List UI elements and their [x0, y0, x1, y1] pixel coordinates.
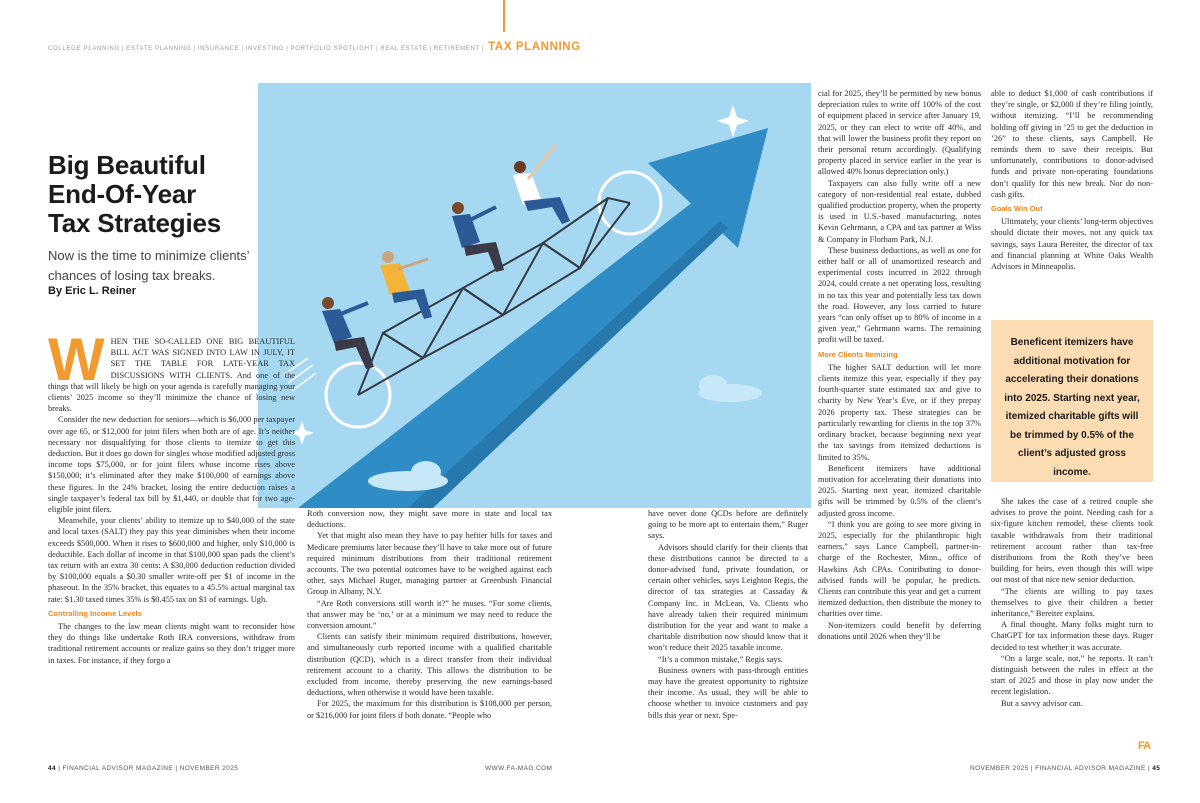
- body-paragraph: able to deduct $1,000 of cash contributions if they’re single, or $2,000 if they’re filing jointly, without itemizing. “I’ll be recommending holding off giving in ’25 to get the deduction in ’26” to these clients, says Campbell. He reminds them to save their receipts. But unfortunately, contributions to donor-advised funds and private non-operating foundations don’t qualify for this new break. Nor do non-cash gifts.: [991, 89, 1153, 199]
- footer-left: [48, 765, 238, 772]
- section-subhead: Controlling Income Levels: [48, 608, 142, 618]
- nav-separator: |: [376, 46, 379, 52]
- page-number-left: 44: [48, 765, 57, 772]
- footer-right-text: NOVEMBER 2025 | FINANCIAL ADVISOR MAGAZINE |: [970, 765, 1151, 772]
- body-paragraph: “On a large scale, not,” he reports. It can’t distinguish between the rules in effect at the start of 2025 and those in play now under the recent legislation.: [991, 653, 1153, 697]
- tandem-bike-illustration: [258, 83, 811, 508]
- body-paragraph: Consider the new deduction for seniors—which is $6,000 per taxpayer over age 65, or $12,000 for joint filers when both are of age. It’s neither necessary nor disqualifying for those clients to itemize to get this deduction. But it does go down for singles whose modified adjusted gross income tops $75,000, or for joint filers whose income rises above $150,000; it’s eliminated after they make $100,000 of earnings above these figures. In the 24% bracket, losing the entire deduction raises a single taxpayer’s federal tax bill by $1,440, or double that for two age-eligible joint filers.: [48, 415, 295, 515]
- nav-separator: |: [193, 46, 196, 52]
- body-column-5-top: [991, 88, 1153, 313]
- article-dek: Now is the time to minimize clients’ chances of losing tax breaks.: [48, 248, 250, 283]
- rider-3: [452, 202, 504, 272]
- body-column-2: [307, 508, 552, 748]
- body-paragraph: “I think you are going to see more giving in 2025, especially for the philanthropic high earners,” says Lance Campbell, partner-in-charge of the Rochester, Minn., office of Hawkins Ash CPAs. Contributing to donor-advised funds will be popular, he predicts. Clients can contribute this year and get a current itemized deduction, then distribute the money to charities over time.: [818, 519, 981, 619]
- body-paragraph: cial for 2025, they’ll be permitted by new bonus depreciation rules to write off 100% of the cost of equipment placed in service after January 19, 2025, or they can elect to write off 40%, and that will lower the business profit they report on their personal return accordingly. (Qualifying property placed in service earlier in the year is allowed 40% bonus depreciation only.): [818, 89, 981, 177]
- body-paragraph: Beneficent itemizers have additional motivation for accelerating their donations into 2025. Starting next year, itemized charitable gifts will be trimmed by 0.5% of the client’s adjusted gross income.: [818, 463, 981, 518]
- body-paragraph: Clients can satisfy their minimum required distributions, however, and simultaneously curb reported income with a qualified charitable distribution (QCD), which is a direct transfer from their individual retirement account to a charity. This allows the distribution to be excluded from income, thereby preserving the new earnings-based deductions, when otherwise it would have been taxable.: [307, 632, 552, 698]
- pull-quote: Beneficent itemizers have additional motivation for accelerating their donations into 2025. Starting next year, itemized charitable gifts will be trimmed by 0.5% of the client’s adjusted gross income.: [991, 320, 1153, 482]
- body-paragraph: The higher SALT deduction will let more clients itemize this year, especially if they pay fourth-quarter state estimated tax and give to charity by New Year’s Eve, or if they prepay 2026 property tax. These strategies can be particularly rewarding for clients in the top 37% ordinary bracket, because beginning next year the tax savings from itemized deductions is limited to 35%.: [818, 362, 981, 462]
- body-column-4: [818, 88, 981, 748]
- body-column-5-bottom: [991, 496, 1153, 751]
- lead-paragraph: [48, 336, 295, 414]
- body-paragraph: Meanwhile, your clients’ ability to itemize up to $40,000 of the state and local taxes (SALT) they pay this year diminishes when their income exceeds $500,000. When it rises to $600,000 and higher, only $10,000 is deductible. Each dollar of income in that $100,000 span pads the client’s tax return with an extra 30 cents: A $30,000 deduction reduction divided by $100,000 equals a $0.30 smaller write-off per $1 of income in the phaseout. In the 35% bracket, this equates to a 45.5% actual marginal tax rate: $1.30 taxed times 35% is $0.455 tax on $1 of earnings. Ugh.: [48, 516, 295, 604]
- section-nav: [48, 41, 1158, 53]
- lead-rest: And one of the things that will likely be high on your agenda is carefully managing your clients’ 2025 income so they’ll minimize the chance of losing new breaks.: [48, 370, 295, 414]
- body-paragraph: Advisors should clarify for their clients that these distributions cannot be directed to a donor-advised fund, private foundation, or certain other vehicles, says Leighton Regis, the director of tax strategies at Cassaday & Company Inc. in McLean, Va. Clients who have already taken their required minimum distribution for the year and want to make a charitable distribution now should know that it won’t reduce their 2025 taxable income.: [648, 542, 808, 653]
- rider-2: [380, 251, 432, 319]
- nav-separator: |: [121, 46, 125, 52]
- body-paragraph: Roth conversion now, they might save more in state and local tax deductions.: [307, 509, 552, 530]
- nav-item-portfolio-spotlight[interactable]: PORTFOLIO SPOTLIGHT: [290, 46, 375, 52]
- body-paragraph: For 2025, the maximum for this distribution is $108,000 per person, or $216,000 for joint filers if both donate. “People who: [307, 699, 552, 720]
- body-paragraph: Ultimately, your clients’ long-term objectives should dictate their moves, not any quick tax savings, says Laura Bereiter, the director of tax and financial planning at White Oaks Wealth Advisors in Minneapolis.: [991, 217, 1153, 272]
- body-paragraph: These business deductions, as well as one for either half or all of unamortized research and experimental costs incurred in 2022 through 2024, could create a net operating loss, resulting in no tax this year and potentially less tax down the road. However, any loss carried to future years “can only offset up to 80% of income in a given year,” Gehrmann warns. The remaining profit will be taxed.: [818, 245, 981, 345]
- nav-item-investing[interactable]: INVESTING: [245, 46, 285, 52]
- body-paragraph: But a savvy advisor can.: [1001, 698, 1083, 708]
- nav-item-real-estate[interactable]: REAL ESTATE: [380, 46, 428, 52]
- footer-right: [970, 765, 1160, 772]
- body-paragraph: “The clients are willing to pay taxes themselves to give their children a better inheritance,” Bereiter explains.: [991, 586, 1153, 619]
- nav-separator: |: [481, 46, 485, 52]
- body-column-3: [648, 508, 808, 748]
- body-paragraph: Taxpayers can also fully write off a new category of non-residential real estate, dubbed qualified production property, when the property is used in U.S.-based manufacturing, notes Kevin Gehrmann, a CPA and tax partner at Wiss & Company in Florham Park, N.J.: [818, 178, 981, 244]
- page-number-right: 45: [1152, 765, 1161, 772]
- body-paragraph: The changes to the law mean clients might want to reconsider how they do things like undertake Roth IRA conversions, withdraw from traditional retirement accounts or realize gains so they don’t trigger more in taxes. For instance, if they forgo a: [48, 622, 295, 665]
- cloud-shape: [699, 375, 727, 395]
- footer-url[interactable]: WWW.FA-MAG.COM: [485, 765, 553, 772]
- body-paragraph: She takes the case of a retired couple she advises to prove the point. Needing cash for a six-figure kitchen remodel, these clients took taxable withdrawals from their traditional retirement account rather than tax-free distributions from the Roth they’ve been building for heirs, even though this will wipe out most of that nice new senior deduction.: [991, 497, 1153, 585]
- section-subhead: More Clients Itemizing: [818, 349, 898, 359]
- footer-separator: |: [58, 765, 63, 772]
- nav-item-college-planning[interactable]: COLLEGE PLANNING: [48, 46, 120, 52]
- body-paragraph: Non-itemizers could benefit by deferring donations until 2026 when they’ll be: [818, 620, 981, 641]
- body-column-1: [48, 336, 295, 748]
- nav-separator: |: [286, 46, 289, 52]
- nav-separator: |: [429, 46, 432, 52]
- cloud-shape: [411, 461, 441, 483]
- body-paragraph: have never done QCDs before are definitely going to be more apt to entertain them,” Ruger says.: [648, 509, 808, 541]
- body-paragraph: “Are Roth conversions still worth it?” he muses. “For some clients, that answer may be ‘no,’ or at a minimum we may need to reduce the conversion amount.”: [307, 598, 552, 631]
- hero-illustration: [258, 83, 811, 508]
- nav-item-insurance[interactable]: INSURANCE: [197, 46, 240, 52]
- body-paragraph: Business owners with pass-through entities may have the greatest opportunity to rightsize their income. As usual, they will be able to choose whether to invoice customers and pay bills this year or next. Spe-: [648, 665, 808, 720]
- body-paragraph: Yet that might also mean they have to pay heftier bills for taxes and Medicare premiums later because they’ll have to take more out of future required minimum distributions from their traditional retirement accounts. The two potential outcomes have to be weighed against each other, says Michael Ruger, managing partner at Greenbush Financial Group in Albany, N.Y.: [307, 531, 552, 597]
- nav-separator: |: [241, 46, 244, 52]
- sparkle-icon: [717, 105, 749, 137]
- arrow-highlight: [408, 221, 728, 508]
- nav-item-estate-planning[interactable]: ESTATE PLANNING: [126, 46, 192, 52]
- lead-caps: HEN THE SO-CALLED ONE BIG BEAUTIFUL BILL ACT WAS SIGNED INTO LAW IN JULY, IT SET THE TABLE FOR LATE-YEAR TAX DISCUSSIONS WITH CLIENTS.: [110, 337, 295, 380]
- rider-4: [513, 145, 570, 224]
- article-byline: By Eric L. Reiner: [48, 285, 137, 297]
- rider-1: [322, 297, 374, 369]
- footer-left-text: FINANCIAL ADVISOR MAGAZINE | NOVEMBER 2025: [62, 765, 239, 772]
- top-accent-line: [503, 0, 505, 32]
- article-title: Big Beautiful End-Of-Year Tax Strategies: [48, 150, 222, 238]
- nav-item-retirement[interactable]: RETIREMENT: [433, 46, 480, 52]
- drop-cap: W: [48, 336, 105, 393]
- nav-item-tax-planning[interactable]: TAX PLANNING: [488, 41, 581, 53]
- section-subhead: Goals Win Out: [991, 204, 1043, 214]
- body-paragraph: “It’s a common mistake,” Regis says.: [658, 654, 783, 664]
- fa-logo: FA: [1138, 740, 1151, 752]
- body-paragraph: A final thought. Many folks might turn to ChatGPT for tax information these days. Ruger decided to test whether it was accurate.: [991, 620, 1153, 652]
